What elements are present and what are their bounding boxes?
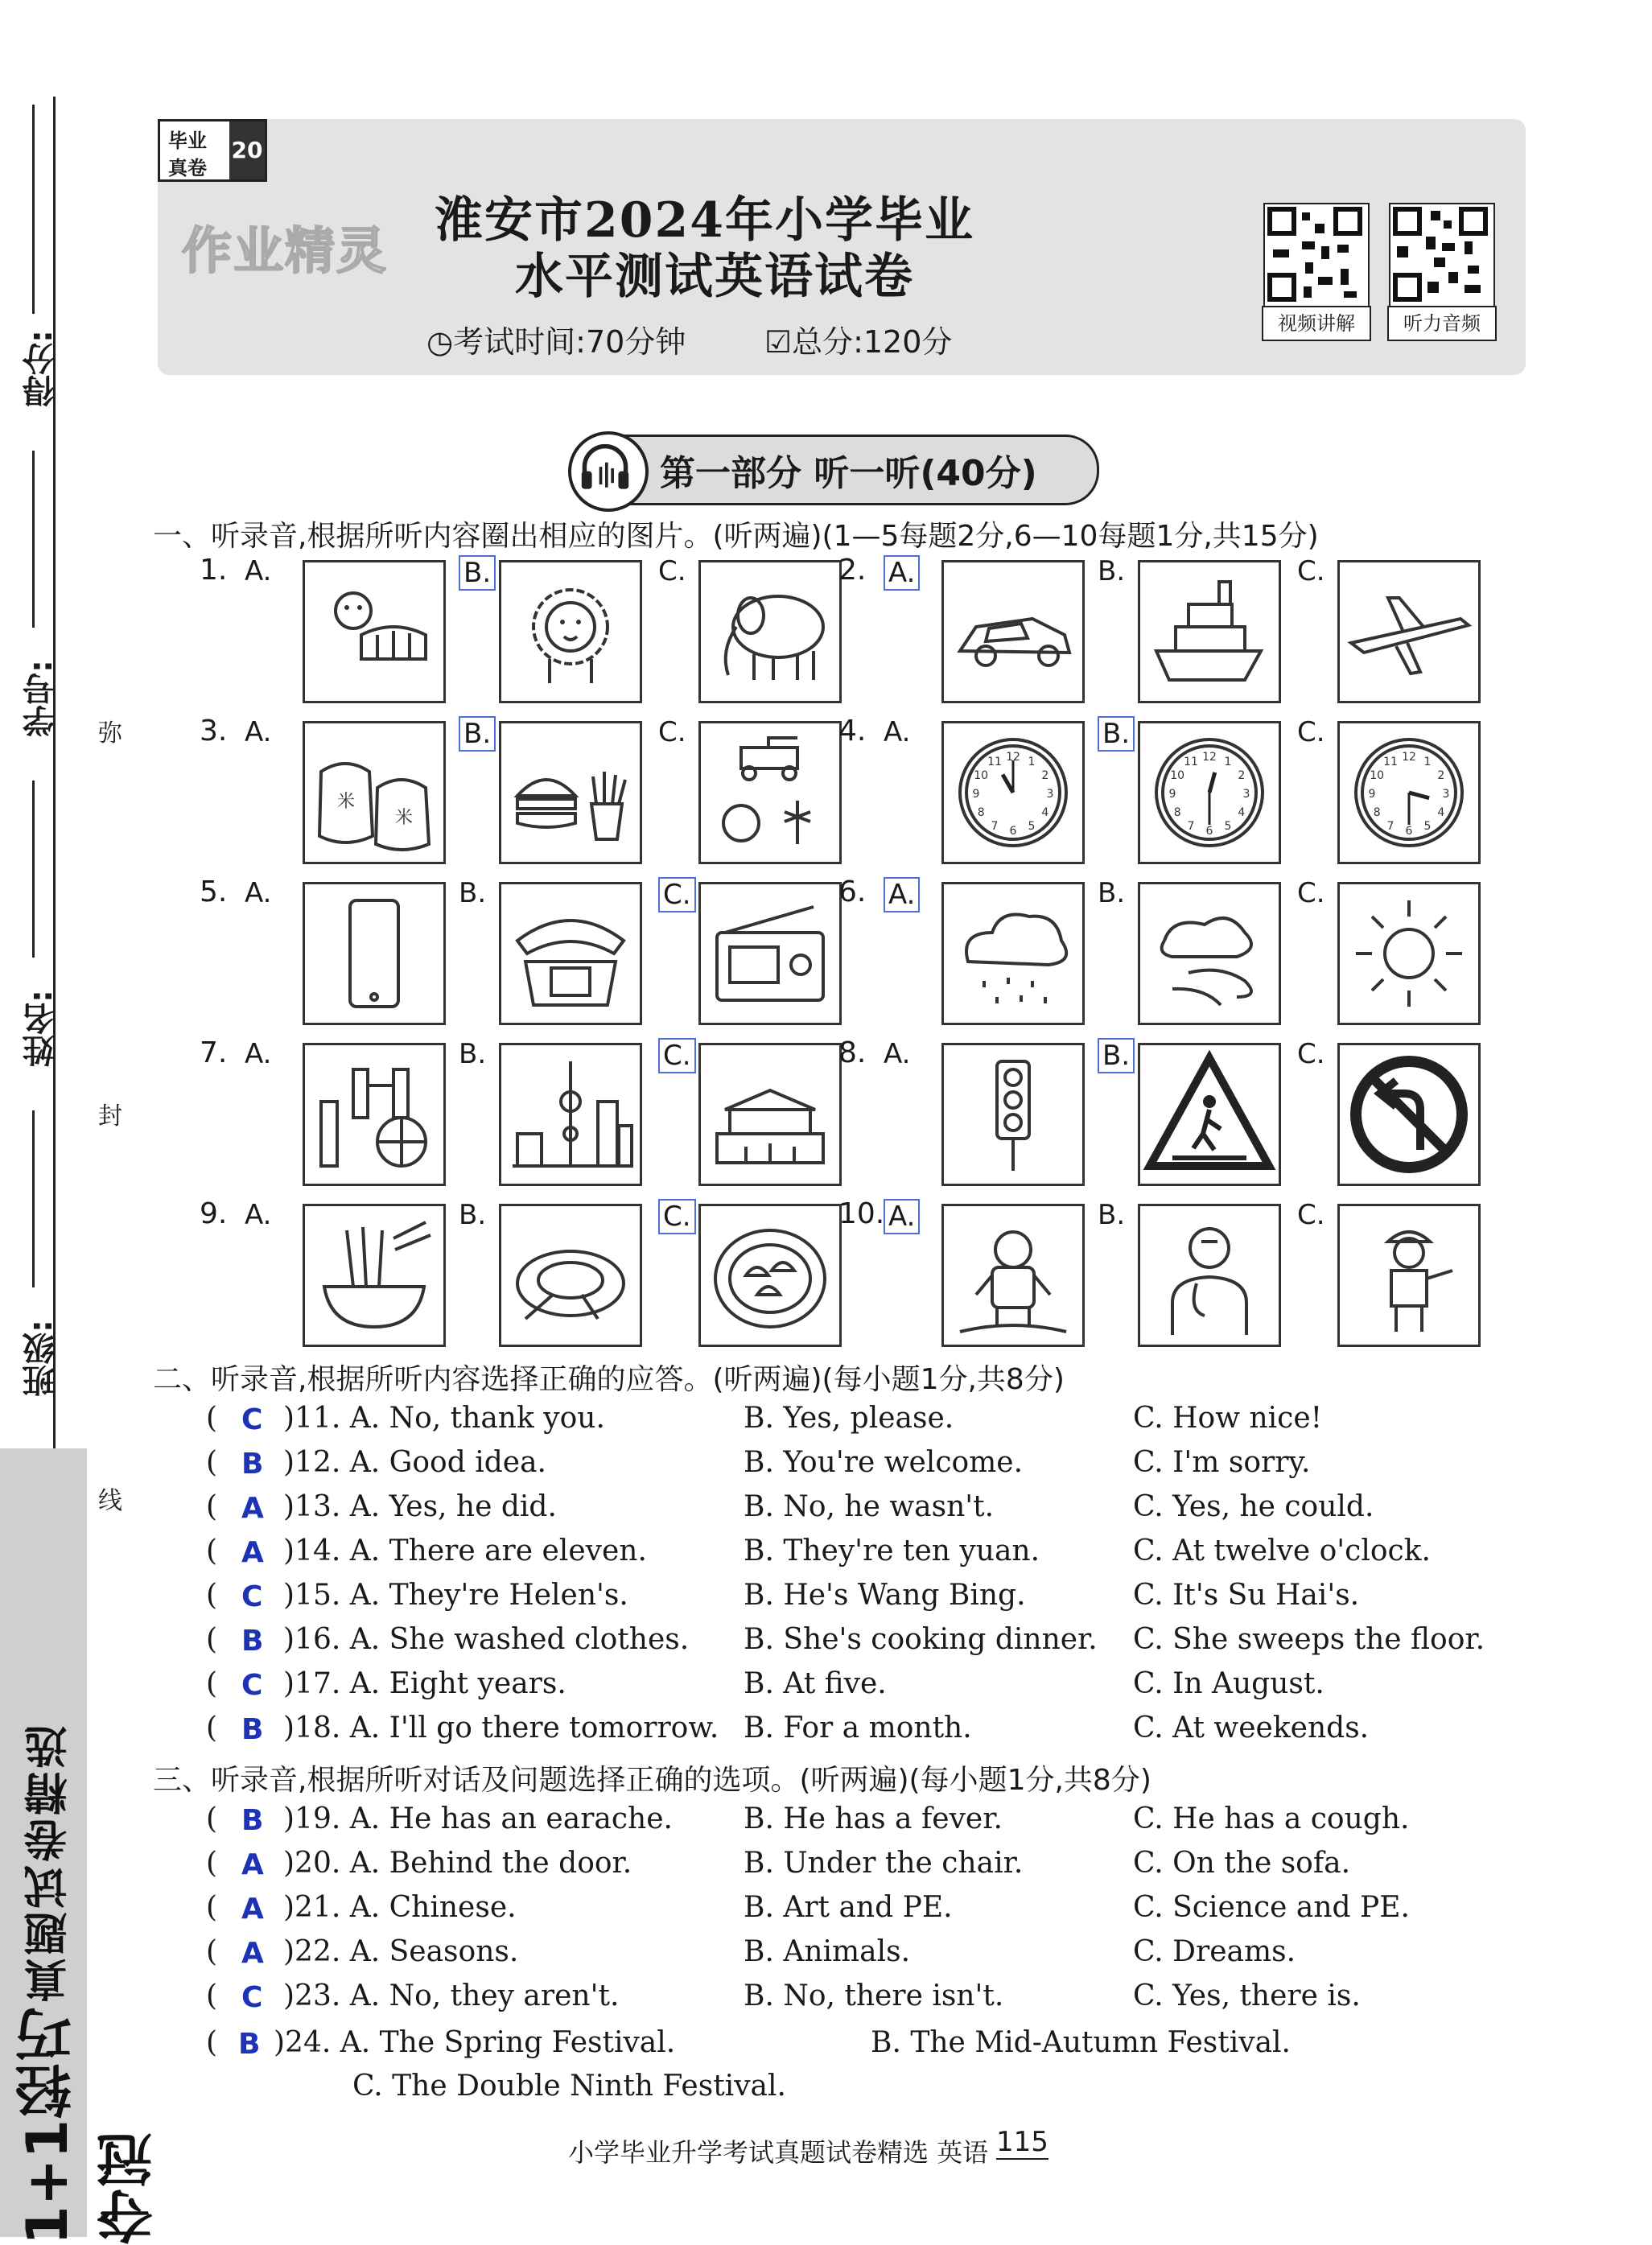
svg-text:6: 6 bbox=[1205, 825, 1213, 838]
picture-option-a[interactable]: A. bbox=[884, 1199, 920, 1234]
response-answer[interactable]: A bbox=[241, 1492, 264, 1525]
picture-option-b[interactable]: B. bbox=[459, 555, 496, 591]
answer-paren: ( bbox=[206, 1979, 218, 2012]
response-answer[interactable]: A bbox=[241, 1536, 264, 1569]
picture-question-number: 7. bbox=[200, 1036, 228, 1069]
svg-text:5: 5 bbox=[1028, 819, 1036, 833]
svg-text:12: 12 bbox=[1006, 751, 1020, 764]
response-option-b: B. At five. bbox=[744, 1667, 887, 1700]
svg-text:7: 7 bbox=[1187, 819, 1195, 833]
section-1-instruction: 一、听录音,根据所听内容圈出相应的图片。(听两遍)(1—5每题2分,6—10每题1分,共15分) bbox=[153, 520, 1319, 553]
svg-text:4: 4 bbox=[1041, 806, 1049, 819]
dialogue-option-c: C. Dreams. bbox=[1133, 1935, 1296, 1968]
picture-question-number: 6. bbox=[838, 875, 867, 908]
shanghai-icon[interactable] bbox=[499, 1043, 642, 1186]
sun-icon[interactable] bbox=[1337, 882, 1481, 1025]
name-blank[interactable] bbox=[32, 781, 35, 958]
svg-text:9: 9 bbox=[1368, 788, 1376, 801]
response-option-b: B. For a month. bbox=[744, 1712, 972, 1745]
response-option-a: )14. A. There are eleven. bbox=[283, 1534, 647, 1567]
response-option-c: C. She sweeps the floor. bbox=[1133, 1623, 1485, 1656]
picture-question-number: 5. bbox=[200, 875, 228, 908]
response-option-c: C. How nice! bbox=[1133, 1402, 1323, 1435]
svg-text:12: 12 bbox=[1402, 751, 1416, 764]
answer-paren: ( bbox=[206, 1490, 218, 1523]
svg-text:1: 1 bbox=[1224, 756, 1232, 769]
response-option-c: C. At twelve o'clock. bbox=[1133, 1534, 1431, 1567]
wind-icon[interactable] bbox=[1138, 882, 1281, 1025]
svg-text:4: 4 bbox=[1238, 806, 1246, 819]
picture-option-c[interactable]: C. bbox=[658, 555, 686, 587]
picture-option-b[interactable]: B. bbox=[1098, 877, 1126, 909]
svg-text:10: 10 bbox=[974, 769, 989, 782]
q24-option-c: C. The Double Ninth Festival. bbox=[352, 2070, 786, 2103]
rice-icon[interactable] bbox=[303, 721, 446, 864]
clock-11-icon[interactable] bbox=[941, 721, 1085, 864]
response-option-a: )17. A. Eight years. bbox=[283, 1667, 566, 1700]
london-icon[interactable] bbox=[303, 1043, 446, 1186]
class-label: 班级: bbox=[23, 1320, 60, 1397]
answer-paren: ( bbox=[206, 1712, 218, 1745]
response-option-b: B. Yes, please. bbox=[744, 1402, 954, 1435]
response-option-a: )18. A. I'll go there tomorrow. bbox=[283, 1712, 719, 1745]
response-option-b: B. He's Wang Bing. bbox=[744, 1579, 1026, 1612]
answer-paren: ( bbox=[206, 1935, 218, 1968]
picture-option-c[interactable]: C. bbox=[1297, 716, 1325, 748]
svg-text:米: 米 bbox=[395, 808, 414, 828]
telephone-icon[interactable] bbox=[499, 882, 642, 1025]
worker-icon[interactable] bbox=[1337, 1204, 1481, 1347]
exam-title-line2: 水平测试英语试卷 bbox=[515, 249, 914, 305]
svg-text:3: 3 bbox=[1242, 788, 1250, 801]
picture-option-c[interactable]: C. bbox=[1297, 1038, 1325, 1070]
picture-option-a[interactable]: A. bbox=[245, 1199, 272, 1231]
svg-text:11: 11 bbox=[987, 756, 1002, 769]
picture-option-c[interactable]: C. bbox=[1297, 877, 1325, 909]
section-2-instruction: 二、听录音,根据所听内容选择正确的应答。(听两遍)(每小题1分,共8分) bbox=[153, 1363, 1065, 1396]
badge-number: 20 bbox=[229, 122, 265, 179]
score-label: 得分: bbox=[23, 330, 60, 407]
check-icon: ☑ bbox=[764, 324, 793, 360]
qr-code-video[interactable] bbox=[1263, 203, 1370, 309]
svg-text:5: 5 bbox=[1224, 819, 1232, 833]
dumplings-icon[interactable] bbox=[698, 1204, 842, 1347]
picture-option-b[interactable]: B. bbox=[459, 1038, 487, 1070]
picture-option-a[interactable]: A. bbox=[245, 555, 272, 587]
response-option-b: B. No, he wasn't. bbox=[744, 1490, 995, 1523]
response-answer[interactable]: B bbox=[241, 1713, 264, 1746]
response-option-b: B. You're welcome. bbox=[744, 1446, 1024, 1479]
response-answer[interactable]: C bbox=[241, 1580, 263, 1613]
lion-icon[interactable] bbox=[499, 560, 642, 703]
svg-text:4: 4 bbox=[1437, 806, 1445, 819]
page-number: 115 bbox=[996, 2126, 1048, 2158]
q24-option-b: B. The Mid-Autumn Festival. bbox=[871, 2026, 1291, 2059]
watermark: 作业精灵 bbox=[182, 221, 389, 280]
q24-option-a: A. The Spring Festival. bbox=[340, 2026, 676, 2059]
picture-option-b[interactable]: B. bbox=[1098, 1199, 1126, 1231]
picture-option-c[interactable]: C. bbox=[658, 877, 696, 912]
answer-paren: ( bbox=[206, 2026, 218, 2059]
dialogue-option-c: C. On the sofa. bbox=[1133, 1847, 1351, 1880]
answer-paren: ( bbox=[206, 1891, 218, 1924]
picture-option-a[interactable]: A. bbox=[884, 1038, 911, 1070]
svg-text:7: 7 bbox=[991, 819, 999, 833]
burger-fries-icon[interactable] bbox=[499, 721, 642, 864]
picture-option-b[interactable]: B. bbox=[1098, 716, 1135, 752]
response-option-b: B. She's cooking dinner. bbox=[744, 1623, 1098, 1656]
picture-option-b[interactable]: B. bbox=[1098, 1038, 1135, 1073]
response-option-a: )16. A. She washed clothes. bbox=[283, 1623, 690, 1656]
answer-paren: ( bbox=[206, 1802, 218, 1835]
picture-option-a[interactable]: A. bbox=[884, 877, 920, 912]
tiger-icon[interactable] bbox=[303, 560, 446, 703]
svg-text:11: 11 bbox=[1383, 756, 1398, 769]
headphones-icon bbox=[568, 431, 649, 512]
svg-text:11: 11 bbox=[1184, 756, 1198, 769]
exam-badge bbox=[158, 119, 267, 182]
picture-option-a[interactable]: A. bbox=[245, 1038, 272, 1070]
svg-text:9: 9 bbox=[972, 788, 980, 801]
svg-text:1: 1 bbox=[1028, 756, 1036, 769]
tiananmen-icon[interactable] bbox=[698, 1043, 842, 1186]
svg-text:3: 3 bbox=[1046, 788, 1054, 801]
badge-line2: 真卷 bbox=[168, 157, 207, 179]
score-blank[interactable] bbox=[32, 105, 35, 314]
answer-24[interactable]: B bbox=[238, 2028, 261, 2061]
dialogue-option-a: )19. A. He has an earache. bbox=[283, 1802, 673, 1835]
picture-question-number: 4. bbox=[838, 715, 867, 748]
picture-option-b[interactable]: B. bbox=[459, 877, 487, 909]
clock-icon: ◷ bbox=[426, 324, 454, 360]
answer-paren: ( bbox=[206, 1667, 218, 1700]
svg-text:5: 5 bbox=[1423, 819, 1432, 833]
response-option-a: )13. A. Yes, he did. bbox=[283, 1490, 557, 1523]
badge-line1: 毕业 bbox=[168, 130, 207, 152]
seal-char-3: 线 bbox=[98, 1487, 122, 1515]
svg-text:1: 1 bbox=[1423, 756, 1432, 769]
picture-option-c[interactable]: C. bbox=[658, 1199, 696, 1234]
exam-total: ☑总分:120分 bbox=[764, 324, 953, 360]
svg-text:9: 9 bbox=[1168, 788, 1176, 801]
response-answer[interactable]: C bbox=[241, 1403, 263, 1436]
class-blank[interactable] bbox=[32, 1110, 35, 1287]
ship-icon[interactable] bbox=[1138, 560, 1281, 703]
dialogue-option-c: C. Science and PE. bbox=[1133, 1891, 1410, 1924]
doctor-icon[interactable] bbox=[1138, 1204, 1281, 1347]
phone-icon[interactable] bbox=[303, 882, 446, 1025]
dialogue-answer[interactable]: A bbox=[241, 1937, 264, 1970]
response-answer[interactable]: C bbox=[241, 1669, 263, 1702]
svg-text:8: 8 bbox=[1373, 806, 1381, 819]
svg-text:12: 12 bbox=[1202, 751, 1217, 764]
car-icon[interactable] bbox=[941, 560, 1085, 703]
picture-question-number: 8. bbox=[838, 1036, 867, 1069]
response-option-a: )11. A. No, thank you. bbox=[283, 1402, 605, 1435]
answer-paren: ( bbox=[206, 1446, 218, 1479]
radio-icon[interactable] bbox=[698, 882, 842, 1025]
student-id-label: 学号: bbox=[23, 660, 60, 737]
dialogue-option-c: C. Yes, there is. bbox=[1133, 1979, 1361, 2012]
dialogue-option-c: C. He has a cough. bbox=[1133, 1802, 1410, 1835]
qr-code-audio[interactable] bbox=[1389, 203, 1495, 309]
picture-option-b[interactable]: B. bbox=[459, 1199, 487, 1231]
dialogue-option-a: )21. A. Chinese. bbox=[283, 1891, 517, 1924]
svg-text:7: 7 bbox=[1386, 819, 1395, 833]
dialogue-option-a: )22. A. Seasons. bbox=[283, 1935, 519, 1968]
name-label: 姓名: bbox=[23, 990, 60, 1067]
picture-question-number: 1. bbox=[200, 554, 228, 587]
response-answer[interactable]: B bbox=[241, 1625, 264, 1658]
response-option-b: B. They're ten yuan. bbox=[744, 1534, 1040, 1567]
seal-char-1: 弥 bbox=[98, 719, 122, 748]
no-left-turn-icon[interactable] bbox=[1337, 1043, 1481, 1186]
svg-text:6: 6 bbox=[1405, 825, 1413, 838]
answer-paren: ( bbox=[206, 1402, 218, 1435]
response-option-c: C. It's Su Hai's. bbox=[1133, 1579, 1360, 1612]
student-id-blank[interactable] bbox=[32, 451, 35, 628]
picture-option-c[interactable]: C. bbox=[1297, 555, 1325, 587]
dialogue-option-b: B. Under the chair. bbox=[744, 1847, 1024, 1880]
dialogue-answer[interactable]: B bbox=[241, 1804, 264, 1837]
seal-char-2: 封 bbox=[98, 1102, 122, 1131]
spine-brand: 1+1轻巧夺冠 bbox=[14, 2006, 162, 2245]
steak-icon[interactable] bbox=[499, 1204, 642, 1347]
clock-3-icon[interactable] bbox=[1337, 721, 1481, 864]
svg-text:10: 10 bbox=[1370, 769, 1385, 782]
exam-title-line1: 淮安市2024年小学毕业 bbox=[435, 192, 974, 249]
picture-option-b[interactable]: B. bbox=[459, 716, 496, 752]
answer-paren: ( bbox=[206, 1534, 218, 1567]
picture-option-a[interactable]: A. bbox=[884, 555, 920, 591]
q24-num: )24. A. The Spring Festival. bbox=[274, 2026, 676, 2059]
crossing-sign-icon[interactable] bbox=[1138, 1043, 1281, 1186]
qr-label-audio: 听力音频 bbox=[1387, 306, 1497, 341]
response-option-c: C. At weekends. bbox=[1133, 1712, 1370, 1745]
exam-time: ◷考试时间:70分钟 bbox=[426, 324, 686, 360]
astronaut-icon[interactable] bbox=[941, 1204, 1085, 1347]
picture-question-number: 9. bbox=[200, 1197, 228, 1230]
svg-text:6: 6 bbox=[1009, 825, 1017, 838]
svg-text:8: 8 bbox=[1173, 806, 1181, 819]
section-3-instruction: 三、听录音,根据所听对话及问题选择正确的选项。(听两遍)(每小题1分,共8分) bbox=[153, 1764, 1151, 1797]
picture-option-c[interactable]: C. bbox=[1297, 1199, 1325, 1231]
answer-paren: ( bbox=[206, 1847, 218, 1880]
response-option-c: C. I'm sorry. bbox=[1133, 1446, 1311, 1479]
picture-option-c[interactable]: C. bbox=[658, 1038, 696, 1073]
clock-12-icon[interactable] bbox=[1138, 721, 1281, 864]
part-title: 第一部分 听一听(40分) bbox=[660, 453, 1037, 494]
dialogue-answer[interactable]: A bbox=[241, 1893, 264, 1926]
svg-text:8: 8 bbox=[977, 806, 985, 819]
dialogue-option-b: B. Art and PE. bbox=[744, 1891, 953, 1924]
spine-text: 真题试卷精选 bbox=[23, 1722, 74, 2002]
picture-option-b[interactable]: B. bbox=[1098, 555, 1126, 587]
response-option-a: )12. A. Good idea. bbox=[283, 1446, 546, 1479]
rain-icon[interactable] bbox=[941, 882, 1085, 1025]
response-option-c: C. In August. bbox=[1133, 1667, 1324, 1700]
dialogue-option-a: )20. A. Behind the door. bbox=[283, 1847, 632, 1880]
picture-question-number: 2. bbox=[838, 554, 867, 587]
svg-text:2: 2 bbox=[1437, 769, 1445, 782]
dialogue-option-b: B. Animals. bbox=[744, 1935, 911, 1968]
svg-text:米: 米 bbox=[337, 792, 356, 812]
dialogue-answer[interactable]: C bbox=[241, 1981, 263, 2014]
svg-text:10: 10 bbox=[1170, 769, 1185, 782]
dialogue-answer[interactable]: A bbox=[241, 1848, 264, 1881]
picture-option-c[interactable]: C. bbox=[658, 716, 686, 748]
picture-question-number: 3. bbox=[200, 715, 228, 748]
response-answer[interactable]: B bbox=[241, 1448, 264, 1481]
answer-paren: ( bbox=[206, 1579, 218, 1612]
response-option-a: )15. A. They're Helen's. bbox=[283, 1579, 628, 1612]
toys-icon[interactable] bbox=[698, 721, 842, 864]
qr-label-video: 视频讲解 bbox=[1262, 306, 1371, 341]
response-option-c: C. Yes, he could. bbox=[1133, 1490, 1374, 1523]
noodles-icon[interactable] bbox=[303, 1204, 446, 1347]
plane-icon[interactable] bbox=[1337, 560, 1481, 703]
picture-option-a[interactable]: A. bbox=[245, 877, 272, 909]
footer-text: 小学毕业升学考试真题试卷精选 英语 bbox=[568, 2137, 989, 2168]
dialogue-option-b: B. He has a fever. bbox=[744, 1802, 1003, 1835]
svg-text:2: 2 bbox=[1041, 769, 1049, 782]
picture-option-a[interactable]: A. bbox=[884, 716, 911, 748]
elephant-icon[interactable] bbox=[698, 560, 842, 703]
picture-question-number: 10. bbox=[838, 1197, 885, 1230]
svg-text:3: 3 bbox=[1442, 788, 1450, 801]
picture-option-a[interactable]: A. bbox=[245, 716, 272, 748]
dialogue-option-b: B. No, there isn't. bbox=[744, 1979, 1004, 2012]
svg-text:2: 2 bbox=[1238, 769, 1246, 782]
traffic-light-icon[interactable] bbox=[941, 1043, 1085, 1186]
dialogue-option-a: )23. A. No, they aren't. bbox=[283, 1979, 620, 2012]
answer-paren: ( bbox=[206, 1623, 218, 1656]
